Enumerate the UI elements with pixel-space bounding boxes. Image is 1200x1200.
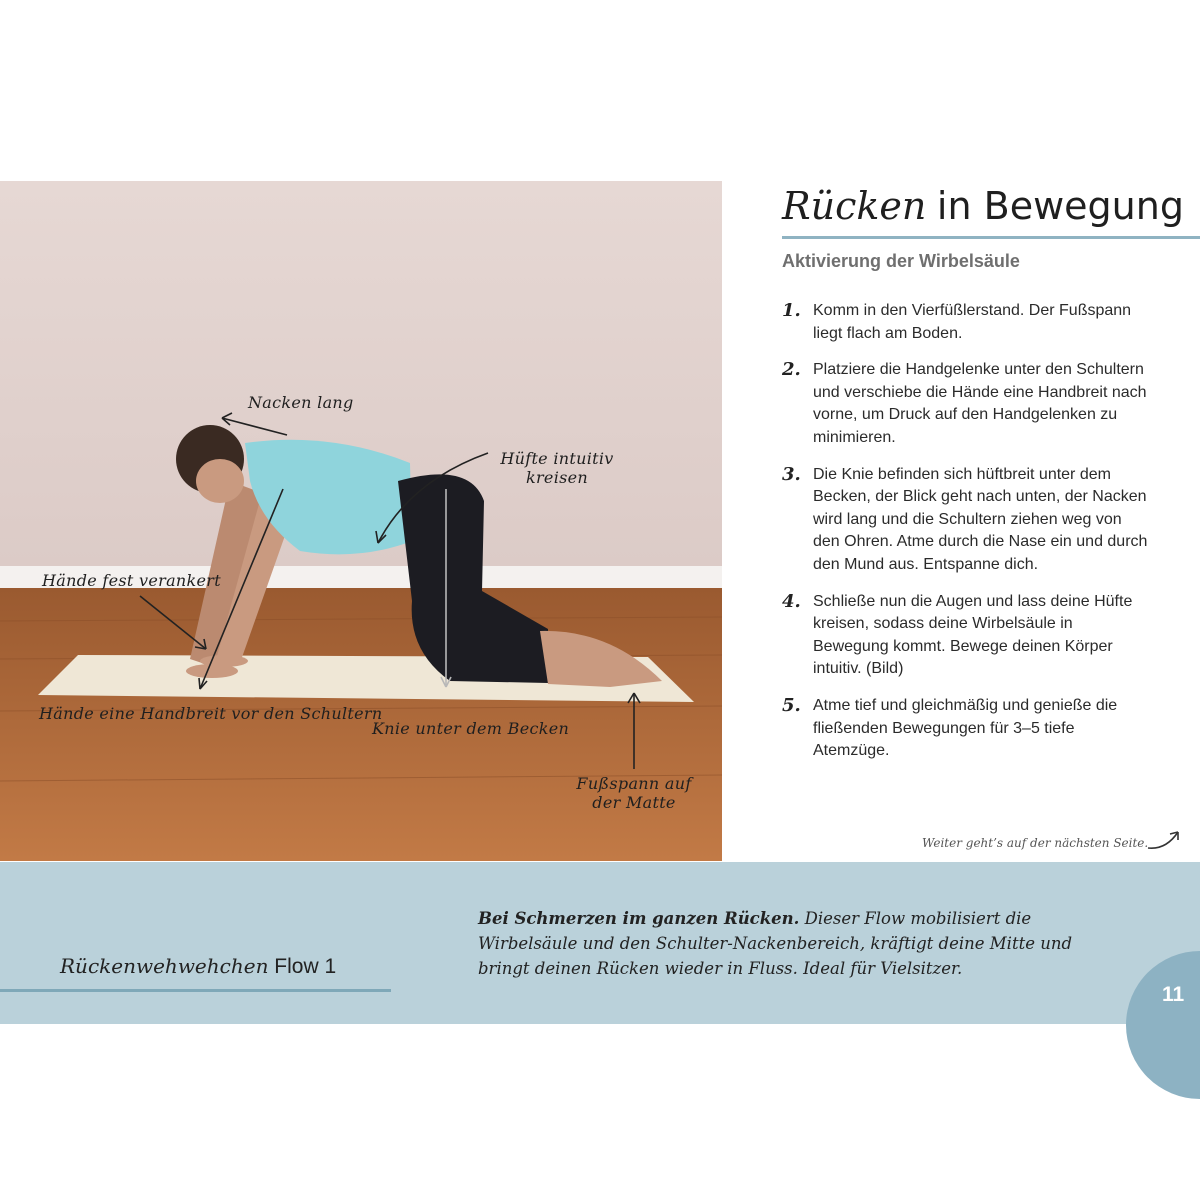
annotation-knees: Knie unter dem Becken xyxy=(372,719,570,738)
step-text: Komm in den Vierfüßlerstand. Der Fußspann liegt flach am Boden. xyxy=(813,302,1132,342)
flow-label xyxy=(60,954,336,979)
step-number: 4. xyxy=(782,590,801,612)
annotation-instep: Fußspann auf der Matte xyxy=(576,774,692,812)
step-text: Platziere die Handgelenke unter den Schultern und verschiebe die Hände eine Handbreit nach vorne, um Druck auf den Handgelenken zu minimieren. xyxy=(813,361,1147,446)
flow-divider xyxy=(0,989,391,992)
flow-script: Rückenwehwehchen xyxy=(60,954,269,978)
flow-intro xyxy=(478,906,1118,981)
title-rest: in Bewegung xyxy=(936,184,1184,228)
step-number: 5. xyxy=(782,694,801,716)
curved-arrow-icon xyxy=(1146,826,1184,852)
annotation-hip: Hüfte intuitiv kreisen xyxy=(500,449,614,487)
intro-bold: Bei Schmerzen im ganzen Rücken. xyxy=(478,909,800,928)
title-script: Rücken xyxy=(782,184,927,228)
annotation-hands-anchored: Hände fest verankert xyxy=(42,571,221,590)
flow-number: Flow 1 xyxy=(274,955,337,978)
step-text: Schließe nun die Augen und lass deine Hüfte kreisen, sodass deine Wirbelsäule in Bewegung kommt. Bewege deinen Körper intuitiv. (Bild) xyxy=(813,592,1133,678)
step-item xyxy=(782,695,1152,763)
step-number: 2. xyxy=(782,359,801,381)
step-item xyxy=(782,464,1152,577)
step-item xyxy=(782,591,1152,681)
step-number: 3. xyxy=(782,463,801,485)
next-page-hint[interactable]: Weiter geht’s auf der nächsten Seite. xyxy=(922,836,1149,850)
step-text: Atme tief und gleichmäßig und genieße die fließenden Bewegungen für 3–5 tiefe Atemzüge. xyxy=(813,696,1118,760)
page-subtitle: Aktivierung der Wirbelsäule xyxy=(782,251,1020,271)
step-item xyxy=(782,300,1152,345)
exercise-photo xyxy=(0,181,722,861)
annotation-neck: Nacken lang xyxy=(248,393,354,412)
title-divider xyxy=(782,236,1200,239)
photo-illustration xyxy=(0,181,722,861)
step-text: Die Knie befinden sich hüftbreit unter dem Becken, der Blick geht nach unten, der Nacken wird lang und die Schultern ziehen weg von den Ohren. Atme durch die Nase ein und durch den Mund aus. Entspanne dich. xyxy=(813,465,1148,573)
step-number: 1. xyxy=(782,300,801,321)
page-number: 11 xyxy=(1162,983,1185,1006)
intro-text: Dieser Flow mobilisiert die Wirbelsäule und den Schulter-Nackenbereich, kräftigt deine Mitte und bringt deinen Rücken wieder in Fluss. Ideal für Vielsitzer. xyxy=(478,909,1073,978)
step-list xyxy=(782,300,1152,777)
step-item xyxy=(782,359,1152,449)
page-title xyxy=(782,184,1184,229)
wooden-floor xyxy=(0,588,722,861)
annotation-hands-forward: Hände eine Handbreit vor den Schultern xyxy=(39,704,383,723)
